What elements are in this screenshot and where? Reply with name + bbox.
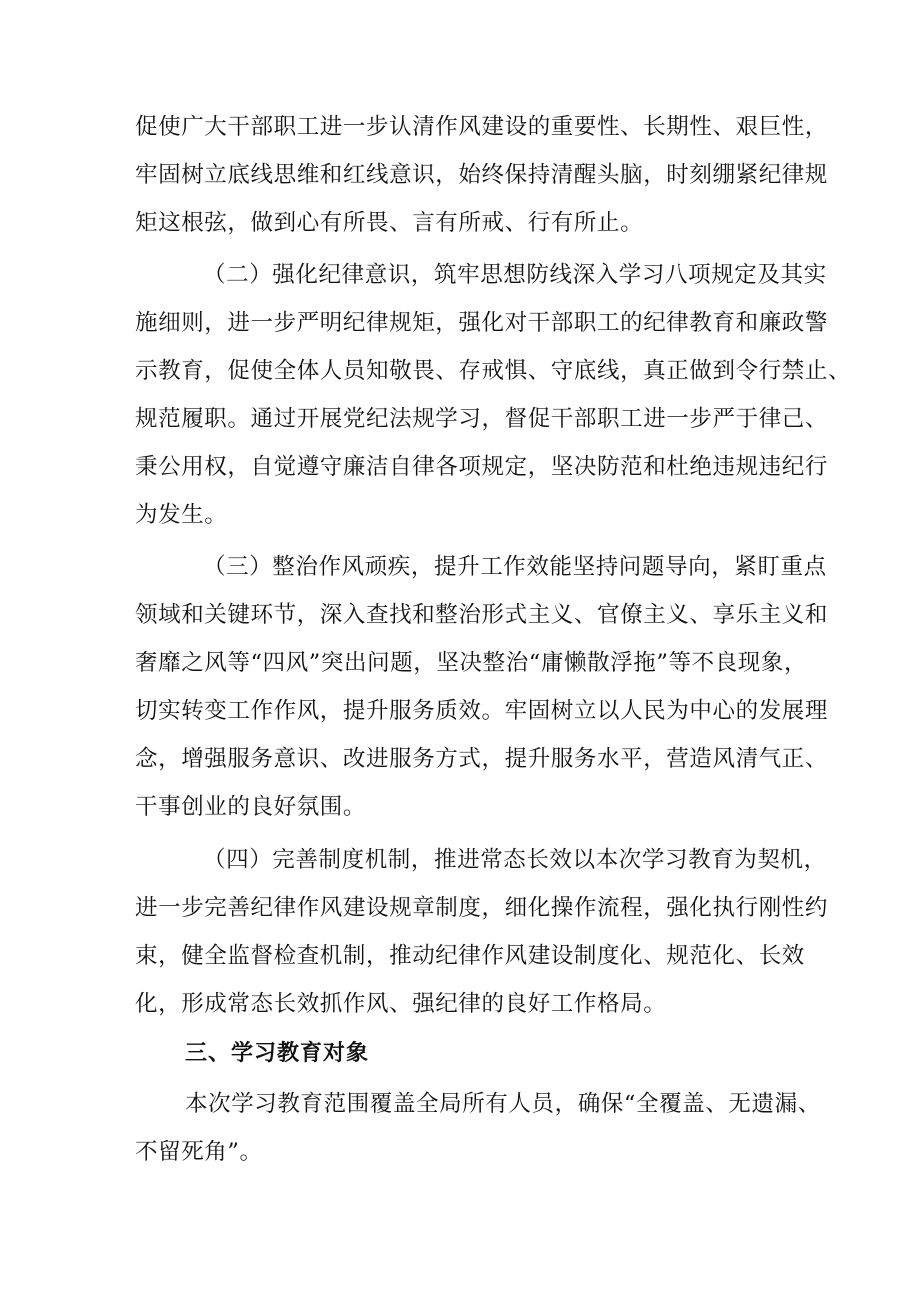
text-line: 牢固树立底线思维和红线意识，始终保持清醒头脑，时刻绷紧纪律规 — [135, 162, 829, 188]
text-line: 干事创业的良好氛围。 — [135, 794, 367, 820]
text-line: 奢靡之风等“四风”突出问题，坚决整治“庸懒散浮拖”等不良现象， — [135, 650, 808, 676]
section-heading-3: 三、学习教育对象 — [185, 1041, 370, 1066]
text-line: 示教育，促使全体人员知敬畏、存戒惧、守底线，真正做到令行禁止、 — [135, 358, 852, 384]
text-line: 领域和关键环节，深入查找和整治形式主义、官僚主义、享乐主义和 — [135, 602, 829, 628]
text-line: 化，形成常态长效抓作风、强纪律的良好工作格局。 — [135, 991, 667, 1017]
paragraph-section-4 — [135, 836, 829, 1028]
text-line: 束，健全监督检查机制，推动纪律作风建设制度化、规范化、长效 — [135, 943, 805, 969]
paragraph-section-2 — [135, 251, 852, 539]
paragraph-section-3 — [135, 543, 829, 831]
text-line: 本次学习教育范围覆盖全局所有人员，确保“全覆盖、无遗漏、 — [185, 1091, 821, 1117]
text-line: 不留死角”。 — [135, 1139, 263, 1165]
text-line: 切实转变工作作风，提升服务质效。牢固树立以人民为中心的发展理 — [135, 698, 829, 724]
text-line: （四）完善制度机制，推进常态长效以本次学习教育为契机， — [203, 847, 827, 873]
text-line: 规范履职。通过开展党纪法规学习，督促干部职工进一步严于律己、 — [135, 406, 829, 432]
text-line: （三）整治作风顽疾，提升工作效能坚持问题导向，紧盯重点 — [203, 554, 827, 580]
text-line: 促使广大干部职工进一步认清作风建设的重要性、长期性、艰巨性， — [135, 114, 829, 140]
paragraph-intro — [135, 103, 829, 247]
text-line: 为发生。 — [135, 502, 228, 528]
text-line: 施细则，进一步严明纪律规矩，强化对干部职工的纪律教育和廉政警 — [135, 310, 829, 336]
text-line: （二）强化纪律意识，筑牢思想防线深入学习八项规定及其实 — [203, 262, 827, 288]
text-line: 进一步完善纪律作风建设规章制度，细化操作流程，强化执行刚性约 — [135, 895, 829, 921]
text-line: 念，增强服务意识、改进服务方式，提升服务水平，营造风清气正、 — [135, 746, 829, 772]
paragraph-scope — [135, 1080, 821, 1176]
text-line: 矩这根弦，做到心有所畏、言有所戒、行有所止。 — [135, 210, 644, 236]
text-line: 秉公用权，自觉遵守廉洁自律各项规定，坚决防范和杜绝违规违纪行 — [135, 454, 829, 480]
